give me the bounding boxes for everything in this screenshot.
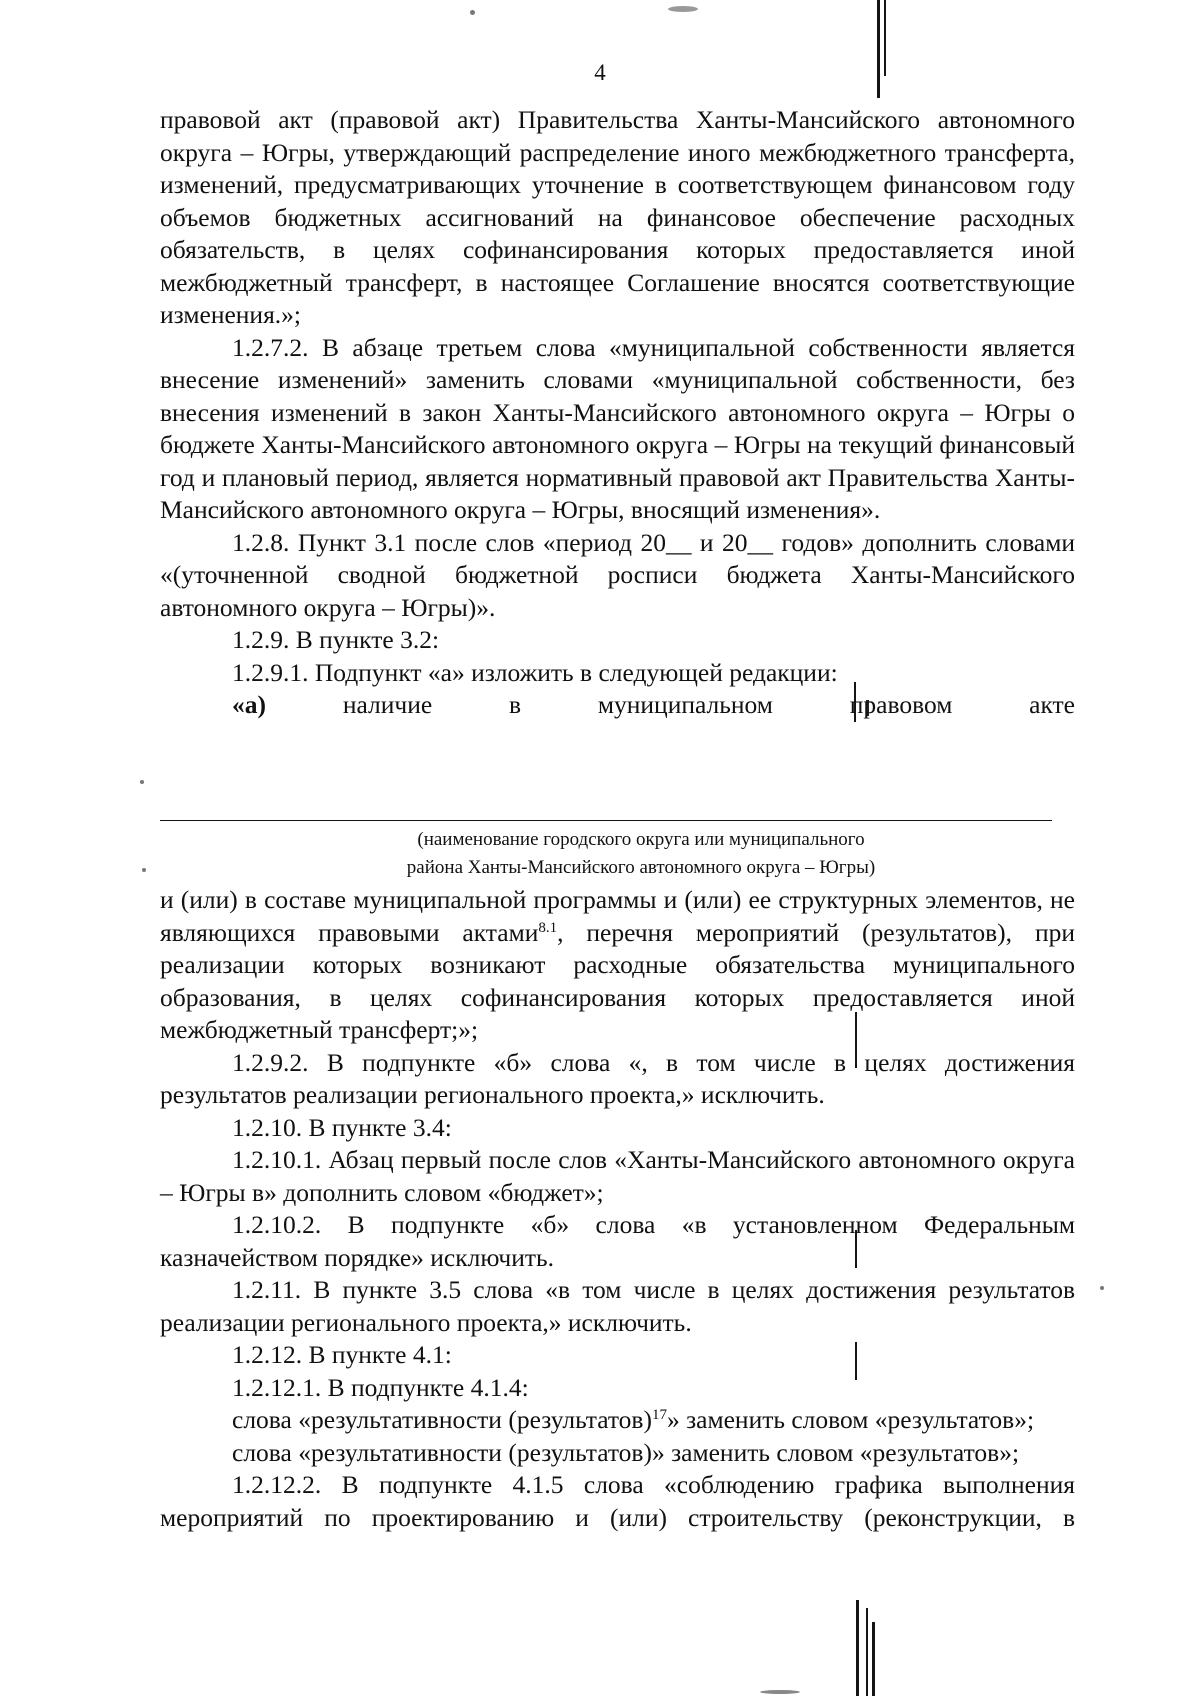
scan-speck bbox=[142, 868, 146, 872]
binding-mark-bottom-2 bbox=[866, 1608, 868, 1696]
paragraph: 1.2.10.1. Абзац первый после слов «Ханты-Мансийского автономного округа – Югры в» дополнить словом «бюджет»; bbox=[160, 1145, 1075, 1207]
paragraph-text: слова «результативности (результатов) bbox=[232, 1405, 652, 1434]
scan-speck bbox=[760, 1690, 800, 1694]
fill-in-caption-line-2: района Ханты-Мансийского автономного округа – Югры) bbox=[406, 857, 876, 878]
fill-in-caption bbox=[160, 826, 1052, 882]
scan-speck bbox=[1100, 1286, 1104, 1290]
paragraph: 1.2.9. В пункте 3.2: bbox=[232, 625, 440, 654]
binding-mark-bottom bbox=[856, 1600, 859, 1696]
main-text-upper bbox=[160, 104, 1075, 722]
paragraph bbox=[160, 1404, 1075, 1437]
paragraph: 1.2.10. В пункте 3.4: bbox=[232, 1112, 452, 1142]
paragraph bbox=[160, 884, 1075, 1047]
paragraph: 1.2.9.2. В подпункте «б» слова «, в том числе в целях достижения результатов реализации регионального проекта,» исключить. bbox=[160, 1047, 1075, 1109]
footnote-ref: 8.1 bbox=[538, 919, 558, 936]
paragraph: 1.2.8. Пункт 3.1 после слов «период 20__ и 20__ годов» дополнить словами «(уточненной сводной бюджетной росписи бюджета Ханты-Мансийского автономного округа – Югры)». bbox=[160, 527, 1075, 622]
paragraph-a-text: наличие в муниципальном правовом акте bbox=[342, 690, 1075, 719]
scan-speck bbox=[668, 6, 698, 12]
paragraph-text: » заменить словом «результатов»; bbox=[666, 1405, 1035, 1434]
scan-speck bbox=[470, 10, 475, 15]
paragraph: 1.2.12. В пункте 4.1: bbox=[232, 1340, 452, 1369]
page-number: 4 bbox=[594, 60, 606, 85]
paragraph-text: и (или) в составе муниципальной программы и (или) ее структурных элементов, не являющихся правовыми актами bbox=[160, 885, 1075, 947]
fill-in-underline bbox=[160, 820, 1052, 821]
main-text-lower bbox=[160, 884, 1075, 1534]
paragraph: 1.2.11. В пункте 3.5 слова «в том числе в целях достижения результатов реализации регионального проекта,» исключить. bbox=[160, 1275, 1075, 1337]
paragraph: 1.2.10.2. В подпункте «б» слова «в установленном Федеральным казначейством порядке» исключить. bbox=[160, 1210, 1075, 1272]
paragraph: слова «результативности (результатов)» заменить словом «результатов»; bbox=[232, 1437, 1020, 1467]
footnote-ref: 17 bbox=[651, 1407, 667, 1423]
paragraph: 1.2.12.1. В подпункте 4.1.4: bbox=[232, 1372, 529, 1402]
paragraph: 1.2.12.2. В подпункте 4.1.5 слова «соблюдению графика выполнения мероприятий по проектированию и (или) строительству (реконструкции, в bbox=[160, 1470, 1075, 1532]
paragraph-a-lead: «а) bbox=[232, 690, 266, 719]
paragraph: 1.2.7.2. В абзаце третьем слова «муниципальной собственности является внесение изменений» заменить словами «муниципальной собственности, без внесения изменений в закон Ханты-Мансийского автономного округа – Югры о бюджете Ханты-Мансийского автономного округа – Югры на текущий финансовый год и плановый период, является нормативный правовой акт Правительства Ханты-Мансийского автономного округа – Югры, вносящий изменения». bbox=[160, 332, 1075, 524]
scan-speck bbox=[140, 780, 144, 784]
paragraph: 1.2.9.1. Подпункт «а» изложить в следующей редакции: bbox=[232, 657, 838, 687]
paragraph-a bbox=[160, 689, 1075, 722]
fill-in-caption-line-1: (наименование городского округа или муниципального bbox=[417, 829, 865, 850]
paragraph: правовой акт (правовой акт) Правительства Ханты-Мансийского автономного округа – Югры, утверждающий распределение иного межбюджетного трансферта, изменений, предусматривающих уточнение в соответствующем финансовом году объемов бюджетных ассигнований на финансовое обеспечение расходных обязательств, в целях софинансирования которых предоставляется иной межбюджетный трансферт, в настоящее Соглашение вносятся соответствующие изменения.»; bbox=[160, 105, 1075, 329]
binding-mark-bottom-3 bbox=[872, 1622, 875, 1696]
paragraph-text: , перечня мероприятий (результатов), при реализации которых возникают расходные обязательства муниципального образования, в целях софинансирования которых предоставляется иной межбюджетный трансферт;»; bbox=[160, 917, 1075, 1044]
